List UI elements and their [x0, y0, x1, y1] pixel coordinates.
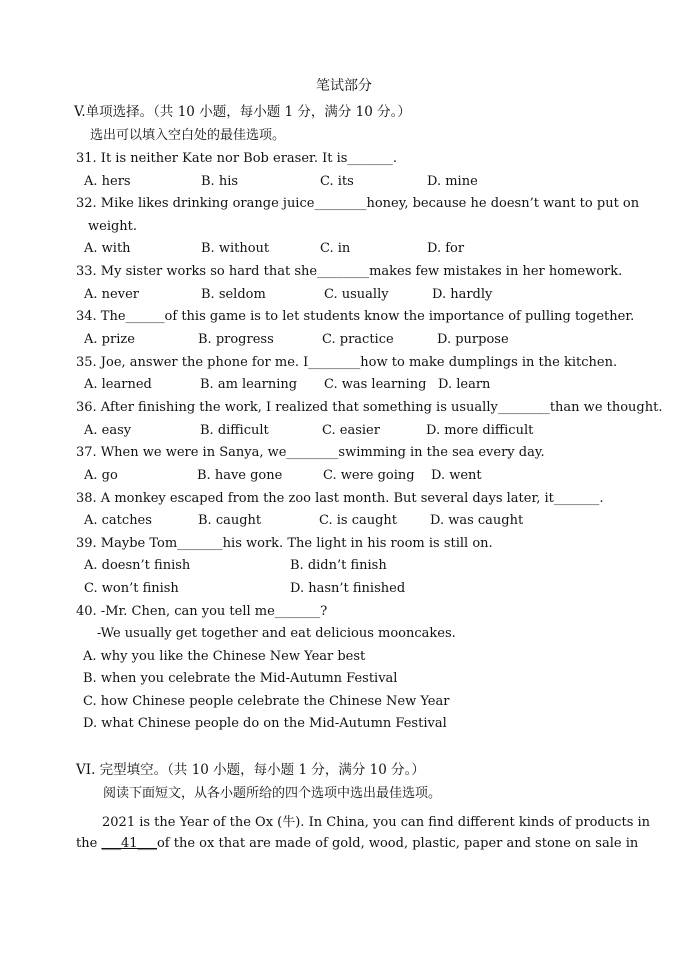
question-34: 34. The______of this game is to let students know the importance of pulling together. [76, 309, 635, 324]
option-d: D. hardly [432, 287, 493, 302]
option-d: D. hasn’t finished [290, 581, 406, 596]
section-5-heading: V.单项选择。（共 10 小题，每小题 1 分，满分 10 分。） [74, 104, 411, 120]
section-5-instruction: 选出可以填入空白处的最佳选项。 [90, 128, 286, 143]
option-c: C. is caught [319, 513, 398, 528]
option-a: A. why you like the Chinese New Year best [83, 649, 366, 664]
passage-line-2 [76, 837, 638, 850]
question-35: 35. Joe, answer the phone for me. I________how to make dumplings in the kitchen. [76, 355, 618, 370]
option-a: A. easy [84, 423, 132, 438]
question-40-reply: -We usually get together and eat delicious mooncakes. [97, 626, 456, 641]
option-b: B. when you celebrate the Mid-Autumn Festival [83, 671, 398, 686]
question-39: 39. Maybe Tom_______his work. The light in his room is still on. [76, 536, 493, 551]
page-title: 笔试部分 [316, 78, 372, 94]
question-33: 33. My sister works so hard that she________makes few mistakes in her homework. [76, 264, 623, 279]
option-b: B. have gone [197, 468, 283, 483]
option-d: D. purpose [437, 332, 509, 347]
option-a: A. go [84, 468, 118, 483]
question-40: 40. -Mr. Chen, can you tell me_______? [76, 604, 328, 619]
option-b: B. didn’t finish [290, 558, 387, 573]
option-b: B. without [201, 241, 270, 256]
option-c: C. won’t finish [84, 581, 179, 596]
option-c: C. practice [322, 332, 394, 347]
option-c: C. how Chinese people celebrate the Chinese New Year [83, 694, 450, 709]
question-38: 38. A monkey escaped from the zoo last month. But several days later, it_______. [76, 491, 604, 506]
passage-text: the [76, 836, 102, 851]
section-6-heading: VI. 完型填空。（共 10 小题，每小题 1 分，满分 10 分。） [76, 762, 425, 778]
question-32-continued: weight. [88, 219, 138, 234]
option-b: B. caught [198, 513, 262, 528]
option-d: D. what Chinese people do on the Mid-Autumn Festival [83, 716, 447, 731]
option-d: D. learn [438, 377, 491, 392]
option-c: C. its [320, 174, 354, 189]
option-d: D. went [431, 468, 482, 483]
option-b: B. am learning [200, 377, 298, 392]
section-6-instruction: 阅读下面短文，从各小题所给的四个选项中选出最佳选项。 [103, 786, 442, 801]
option-a: A. learned [84, 377, 152, 392]
question-32: 32. Mike likes drinking orange juice________honey, because he doesn’t want to put on [76, 196, 640, 211]
option-a: A. prize [84, 332, 135, 347]
option-b: B. progress [198, 332, 274, 347]
option-a: A. doesn’t finish [84, 558, 191, 573]
passage-text: of the ox that are made of gold, wood, plastic, paper and stone on sale in [156, 836, 639, 851]
passage-line-1: 2021 is the Year of the Ox (牛). In China, you can find different kinds of products in [102, 815, 651, 830]
option-c: C. easier [322, 423, 380, 438]
option-b: B. difficult [200, 423, 269, 438]
option-b: B. seldom [201, 287, 266, 302]
option-c: C. usually [324, 287, 389, 302]
option-c: C. was learning [324, 377, 427, 392]
option-b: B. his [201, 174, 239, 189]
option-c: C. were going [323, 468, 415, 483]
option-d: D. was caught [430, 513, 524, 528]
question-31: 31. It is neither Kate nor Bob eraser. It is_______. [76, 151, 398, 166]
option-d: D. more difficult [426, 423, 534, 438]
option-a: A. with [84, 241, 131, 256]
option-a: A. catches [84, 513, 152, 528]
question-36: 36. After finishing the work, I realized that something is usually________than we thought. [76, 400, 663, 415]
blank-41: ___41___ [101, 836, 157, 851]
option-d: D. mine [427, 174, 478, 189]
option-d: D. for [427, 241, 465, 256]
question-37: 37. When we were in Sanya, we________swimming in the sea every day. [76, 445, 545, 460]
option-a: A. never [84, 287, 139, 302]
option-c: C. in [320, 241, 351, 256]
option-a: A. hers [84, 174, 131, 189]
